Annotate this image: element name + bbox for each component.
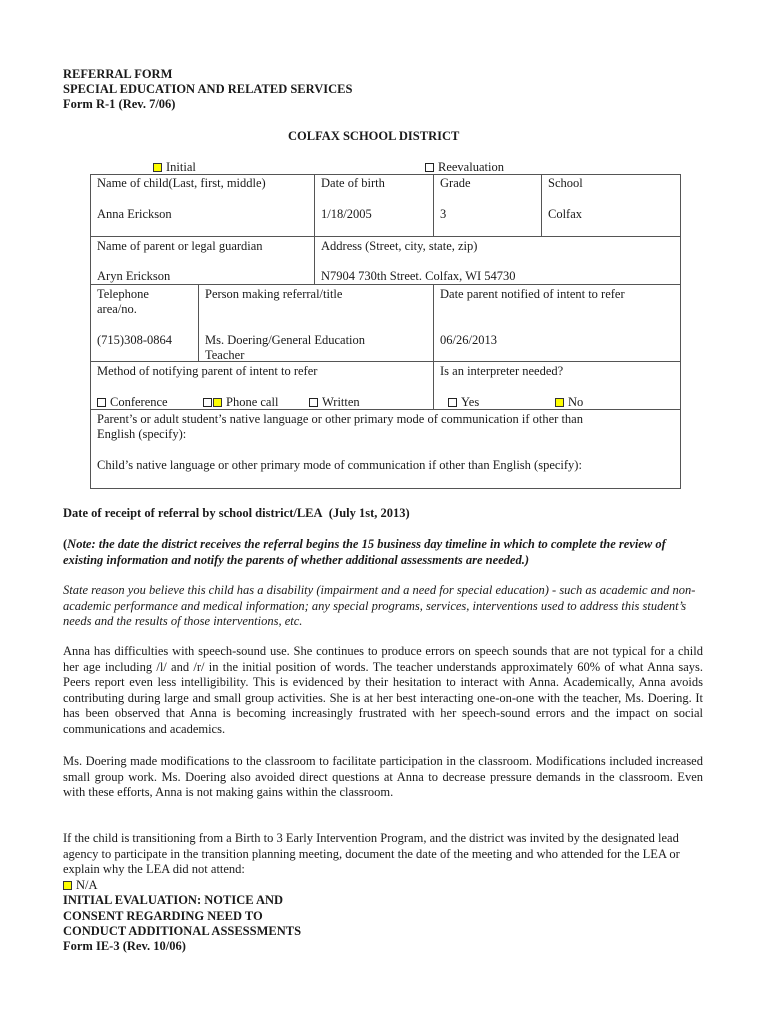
grade-label: Grade <box>440 176 471 190</box>
written-label: Written <box>322 395 360 409</box>
interpreter-yes-label: Yes <box>461 395 480 409</box>
referrer-value[interactable]: Ms. Doering/General Education <box>205 333 366 347</box>
dob-value[interactable]: 1/18/2005 <box>321 207 372 221</box>
receipt-date[interactable]: (July 1st, 2013) <box>328 506 410 520</box>
method-label: Method of notifying parent of intent to refer <box>97 364 318 378</box>
written-checkbox[interactable] <box>309 398 318 407</box>
school-value[interactable]: Colfax <box>548 207 583 221</box>
interpreter-no-label: No <box>568 395 584 409</box>
timeline-note <box>63 537 703 568</box>
child-name-label: Name of child(Last, first, middle) <box>97 176 266 190</box>
interpreter-no-checkbox[interactable] <box>555 398 564 407</box>
address-value[interactable]: N7904 730th Street. Colfax, WI 54730 <box>321 269 516 283</box>
initial-option[interactable] <box>153 160 196 175</box>
address-label: Address (Street, city, state, zip) <box>321 239 478 253</box>
district-name: COLFAX SCHOOL DISTRICT <box>288 129 460 143</box>
form-number: Form R-1 (Rev. 7/06) <box>63 97 176 111</box>
referrer-value-2[interactable]: Teacher <box>205 348 245 362</box>
initial-checkbox[interactable] <box>153 163 162 172</box>
notified-label: Date parent notified of intent to refer <box>440 287 625 301</box>
receipt-line <box>63 506 410 521</box>
transition-text: If the child is transitioning from a Birth to 3 Early Intervention Program, and the district was invited by the designated lead agency to participate in the transition planning meeting, document the date of the meeting and who attended for the LEA or explain why the LEA did not attend: <box>63 831 680 876</box>
footer-title-2: CONSENT REGARDING NEED TO <box>63 909 263 923</box>
parent-value[interactable]: Aryn Erickson <box>97 269 171 283</box>
phone-call-checkbox[interactable] <box>213 398 222 407</box>
reevaluation-option[interactable] <box>425 160 504 175</box>
notified-value[interactable]: 06/26/2013 <box>440 333 497 347</box>
reason-prompt: State reason you believe this child has a disability (impairment and a need for special education) - such as academic and non-academic performance and medical information; any special programs, services, interventions used to address this student’s needs and the results of those interventions, etc. <box>63 583 696 628</box>
reason-paragraph-1[interactable]: Anna has difficulties with speech-sound use. She continues to produce errors on speech sounds that are not typical for a child her age including /l/ and /r/ in the initial position of words. The teacher understands approximately 60% of what Anna says. Peers report even less intelligibility. This is evidenced by their hesitation to interact with Anna. Academically, Anna avoids contributing during large and small group activities. She is at her best interacting one-on-one with the teacher, Ms. Doering. It has been observed that Anna is becoming increasingly frustrated with her speech-sound errors and the impact on social communications and academics. <box>63 644 703 736</box>
telephone-label-2: area/no. <box>97 302 137 316</box>
telephone-value[interactable]: (715)308-0864 <box>97 333 172 347</box>
dob-label: Date of birth <box>321 176 385 190</box>
referrer-label: Person making referral/title <box>205 287 343 301</box>
parent-label: Name of parent or legal guardian <box>97 239 263 253</box>
phone-call-label: Phone call <box>226 395 279 409</box>
form-subtitle: SPECIAL EDUCATION AND RELATED SERVICES <box>63 82 353 96</box>
conference-checkbox[interactable] <box>97 398 106 407</box>
reason-paragraph-2[interactable]: Ms. Doering made modifications to the classroom to facilitate participation in the classroom. Modifications included increased small group work. Ms. Doering also avoided direct questions at Anna to decrease pressure demands in the classroom. Even with these efforts, Anna is not making gains within the classroom. <box>63 754 703 799</box>
initial-label: Initial <box>166 160 196 174</box>
method-phone-option[interactable] <box>203 395 278 410</box>
receipt-label: Date of receipt of referral by school district/LEA <box>63 506 323 520</box>
footer-form-number: Form IE-3 (Rev. 10/06) <box>63 939 186 953</box>
interpreter-no-option[interactable] <box>555 395 583 410</box>
method-conference-option[interactable] <box>97 395 168 410</box>
interpreter-yes-checkbox[interactable] <box>448 398 457 407</box>
na-label: N/A <box>76 878 98 892</box>
na-checkbox[interactable] <box>63 881 72 890</box>
form-title: REFERRAL FORM <box>63 67 173 81</box>
grade-value[interactable]: 3 <box>440 207 447 221</box>
parent-language-label-2: English (specify): <box>97 427 187 441</box>
reevaluation-checkbox[interactable] <box>425 163 434 172</box>
note-paren: ( <box>63 537 68 551</box>
reevaluation-label: Reevaluation <box>438 160 504 174</box>
method-written-option[interactable] <box>309 395 360 410</box>
parent-language-label: Parent’s or adult student’s native language or other primary mode of communication if other than <box>97 412 583 426</box>
note-text: Note: the date the district receives the referral begins the 15 business day timeline in which to complete the review of existing information and notify the parents of whether additional assessments are needed.) <box>63 537 666 567</box>
phone-call-checkbox-box <box>203 398 212 407</box>
child-language-label: Child’s native language or other primary mode of communication if other than English (specify): <box>97 458 582 472</box>
footer-title-3: CONDUCT ADDITIONAL ASSESSMENTS <box>63 924 302 938</box>
interpreter-yes-option[interactable] <box>448 395 479 410</box>
footer-title-1: INITIAL EVALUATION: NOTICE AND <box>63 893 284 907</box>
child-name-value[interactable]: Anna Erickson <box>97 207 172 221</box>
interpreter-label: Is an interpreter needed? <box>440 364 564 378</box>
telephone-label: Telephone <box>97 287 149 301</box>
conference-label: Conference <box>110 395 168 409</box>
school-label: School <box>548 176 583 190</box>
na-option[interactable] <box>63 878 98 893</box>
